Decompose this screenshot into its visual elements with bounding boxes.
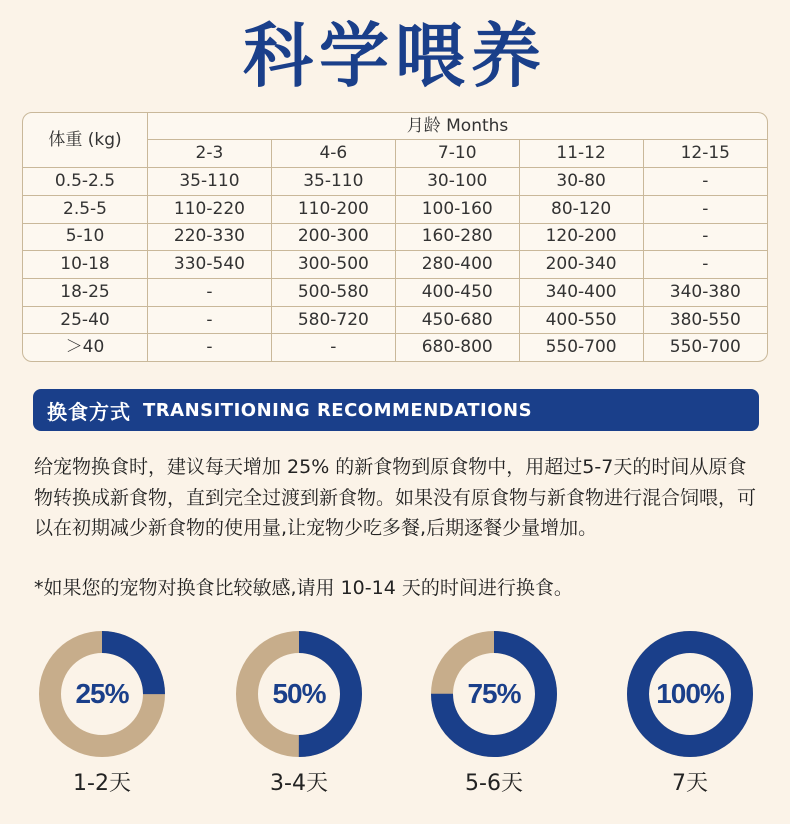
amount-cell: 160-280 bbox=[395, 223, 519, 251]
section-title-en: TRANSITIONING RECOMMENDATIONS bbox=[143, 399, 533, 421]
amount-cell: - bbox=[643, 251, 767, 279]
amount-cell: - bbox=[148, 279, 272, 307]
section-title-zh: 换食方式 bbox=[47, 399, 131, 424]
weight-cell: 2.5-5 bbox=[23, 195, 148, 223]
amount-cell: 30-100 bbox=[395, 168, 519, 196]
step-4 bbox=[624, 628, 756, 808]
weight-header: 体重 (kg) bbox=[23, 113, 148, 168]
step-3 bbox=[428, 628, 560, 808]
step-1 bbox=[36, 628, 168, 808]
amount-cell: 100-160 bbox=[395, 195, 519, 223]
table-row bbox=[23, 195, 767, 223]
table-row bbox=[23, 251, 767, 279]
amount-cell: 110-220 bbox=[148, 195, 272, 223]
percent-label: 75% bbox=[467, 678, 521, 709]
amount-cell: 400-450 bbox=[395, 279, 519, 307]
percent-label: 25% bbox=[75, 678, 129, 709]
amount-cell: - bbox=[643, 223, 767, 251]
amount-cell: 200-300 bbox=[271, 223, 395, 251]
weight-cell: 18-25 bbox=[23, 279, 148, 307]
transition-paragraph: 给宠物换食时，建议每天增加 25% 的新食物到原食物中，用超过5-7天的时间从原食物转换成新食物，直到完全过渡到新食物。如果没有原食物与新食物进行混合饲喂，可以在初期减少新食物的使用量,让宠物少吃多餐,后期逐餐少量增加。 bbox=[34, 456, 757, 539]
month-header: 4-6 bbox=[271, 140, 395, 168]
amount-cell: 80-120 bbox=[519, 195, 643, 223]
percent-label: 100% bbox=[656, 678, 724, 709]
amount-cell: - bbox=[148, 334, 272, 361]
weight-cell: 25-40 bbox=[23, 306, 148, 334]
amount-cell: 550-700 bbox=[519, 334, 643, 361]
amount-cell: 340-380 bbox=[643, 279, 767, 307]
page-title: 科学喂养 bbox=[243, 15, 547, 97]
amount-cell: 400-550 bbox=[519, 306, 643, 334]
weight-cell: 0.5-2.5 bbox=[23, 168, 148, 196]
amount-cell: 30-80 bbox=[519, 168, 643, 196]
amount-cell: 300-500 bbox=[271, 251, 395, 279]
weight-cell: 5-10 bbox=[23, 223, 148, 251]
amount-cell: 330-540 bbox=[148, 251, 272, 279]
sensitive-note: *如果您的宠物对换食比较敏感,请用 10-14 天的时间进行换食。 bbox=[34, 577, 573, 599]
amount-cell: 110-200 bbox=[271, 195, 395, 223]
weight-cell: 10-18 bbox=[23, 251, 148, 279]
table-row bbox=[23, 279, 767, 307]
days-label: 3-4天 bbox=[270, 771, 328, 796]
amount-cell: 500-580 bbox=[271, 279, 395, 307]
month-header: 7-10 bbox=[395, 140, 519, 168]
amount-cell: 220-330 bbox=[148, 223, 272, 251]
month-header: 12-15 bbox=[643, 140, 767, 168]
amount-cell: 120-200 bbox=[519, 223, 643, 251]
days-label: 7天 bbox=[672, 771, 708, 796]
table-row bbox=[23, 168, 767, 196]
amount-cell: 550-700 bbox=[643, 334, 767, 361]
table-row bbox=[23, 306, 767, 334]
amount-cell: 280-400 bbox=[395, 251, 519, 279]
amount-cell: 35-110 bbox=[271, 168, 395, 196]
table-row bbox=[23, 223, 767, 251]
amount-cell: 450-680 bbox=[395, 306, 519, 334]
amount-cell: - bbox=[643, 168, 767, 196]
month-header: 2-3 bbox=[148, 140, 272, 168]
feeding-table bbox=[22, 112, 768, 362]
months-header: 月龄 Months bbox=[148, 113, 768, 140]
days-label: 1-2天 bbox=[73, 771, 131, 796]
section-header-bar bbox=[33, 389, 759, 431]
amount-cell: 580-720 bbox=[271, 306, 395, 334]
percent-label: 50% bbox=[272, 678, 326, 709]
amount-cell: 380-550 bbox=[643, 306, 767, 334]
amount-cell: 35-110 bbox=[148, 168, 272, 196]
amount-cell: - bbox=[271, 334, 395, 361]
weight-cell: ＞40 bbox=[23, 334, 148, 361]
table-row bbox=[23, 334, 767, 361]
month-header: 11-12 bbox=[519, 140, 643, 168]
amount-cell: 680-800 bbox=[395, 334, 519, 361]
amount-cell: 200-340 bbox=[519, 251, 643, 279]
days-label: 5-6天 bbox=[465, 771, 523, 796]
table-header-row bbox=[23, 113, 767, 140]
step-2 bbox=[233, 628, 365, 808]
amount-cell: - bbox=[148, 306, 272, 334]
amount-cell: - bbox=[643, 195, 767, 223]
amount-cell: 340-400 bbox=[519, 279, 643, 307]
